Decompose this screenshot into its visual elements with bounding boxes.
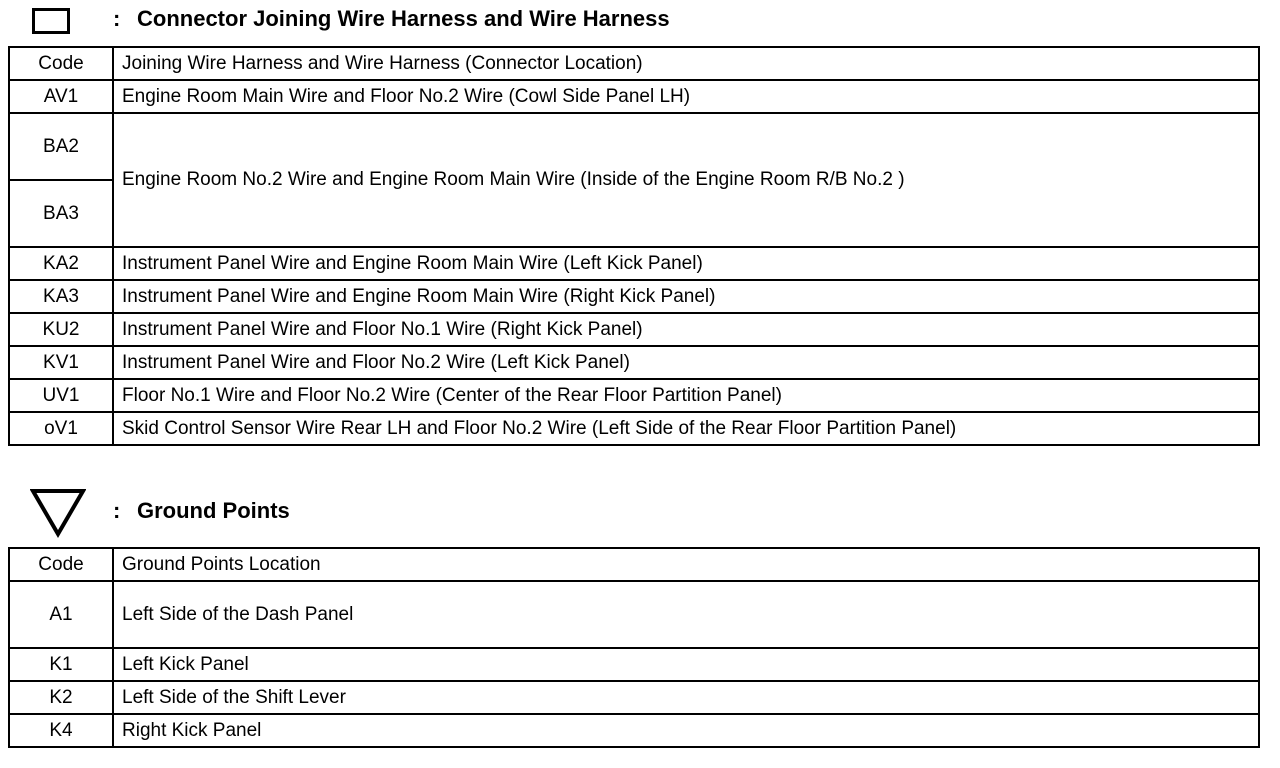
location-cell: Left Side of the Dash Panel <box>113 581 1259 648</box>
location-cell: Instrument Panel Wire and Floor No.2 Wire (Left Kick Panel) <box>113 346 1259 379</box>
location-cell: Skid Control Sensor Wire Rear LH and Floor No.2 Wire (Left Side of the Rear Floor Partition Panel) <box>113 412 1259 445</box>
code-cell: K4 <box>9 714 113 747</box>
square-icon <box>32 8 70 34</box>
location-cell: Left Side of the Shift Lever <box>113 681 1259 714</box>
code-cell: K2 <box>9 681 113 714</box>
table-row <box>9 80 1259 113</box>
table-row <box>9 280 1259 313</box>
table-row <box>9 581 1259 648</box>
ground-section-title: Ground Points <box>137 498 290 523</box>
location-cell: Right Kick Panel <box>113 714 1259 747</box>
code-cell: AV1 <box>9 80 113 113</box>
code-header: Code <box>9 548 113 581</box>
table-header-row <box>9 47 1259 80</box>
connector-section-title: Connector Joining Wire Harness and Wire Harness <box>137 6 670 31</box>
location-cell: Floor No.1 Wire and Floor No.2 Wire (Center of the Rear Floor Partition Panel) <box>113 379 1259 412</box>
heading-colon: : <box>113 6 121 31</box>
code-cell: KA3 <box>9 280 113 313</box>
code-cell: BA2 <box>9 113 113 180</box>
triangle-down-icon <box>30 488 86 538</box>
code-cell: KV1 <box>9 346 113 379</box>
ground-table <box>8 547 1260 748</box>
table-row <box>9 412 1259 445</box>
table-row <box>9 681 1259 714</box>
location-cell: Instrument Panel Wire and Engine Room Main Wire (Right Kick Panel) <box>113 280 1259 313</box>
code-cell: KA2 <box>9 247 113 280</box>
table-row <box>9 247 1259 280</box>
location-cell: Instrument Panel Wire and Floor No.1 Wire (Right Kick Panel) <box>113 313 1259 346</box>
table-row <box>9 379 1259 412</box>
code-cell: KU2 <box>9 313 113 346</box>
code-cell: UV1 <box>9 379 113 412</box>
location-header: Ground Points Location <box>113 548 1259 581</box>
table-row <box>9 714 1259 747</box>
table-row <box>9 313 1259 346</box>
location-cell: Engine Room Main Wire and Floor No.2 Wire (Cowl Side Panel LH) <box>113 80 1259 113</box>
code-cell: oV1 <box>9 412 113 445</box>
connector-section-heading <box>0 0 1280 40</box>
code-cell: A1 <box>9 581 113 648</box>
heading-colon: : <box>113 498 121 523</box>
location-cell: Engine Room No.2 Wire and Engine Room Main Wire (Inside of the Engine Room R/B No.2 ) <box>113 113 1259 247</box>
table-row <box>9 346 1259 379</box>
location-cell: Left Kick Panel <box>113 648 1259 681</box>
ground-section-heading <box>0 488 1280 528</box>
code-cell: BA3 <box>9 180 113 247</box>
table-header-row <box>9 548 1259 581</box>
location-header: Joining Wire Harness and Wire Harness (Connector Location) <box>113 47 1259 80</box>
code-header: Code <box>9 47 113 80</box>
location-cell: Instrument Panel Wire and Engine Room Main Wire (Left Kick Panel) <box>113 247 1259 280</box>
code-cell: K1 <box>9 648 113 681</box>
table-row <box>9 113 1259 180</box>
table-row <box>9 648 1259 681</box>
connector-table <box>8 46 1260 446</box>
